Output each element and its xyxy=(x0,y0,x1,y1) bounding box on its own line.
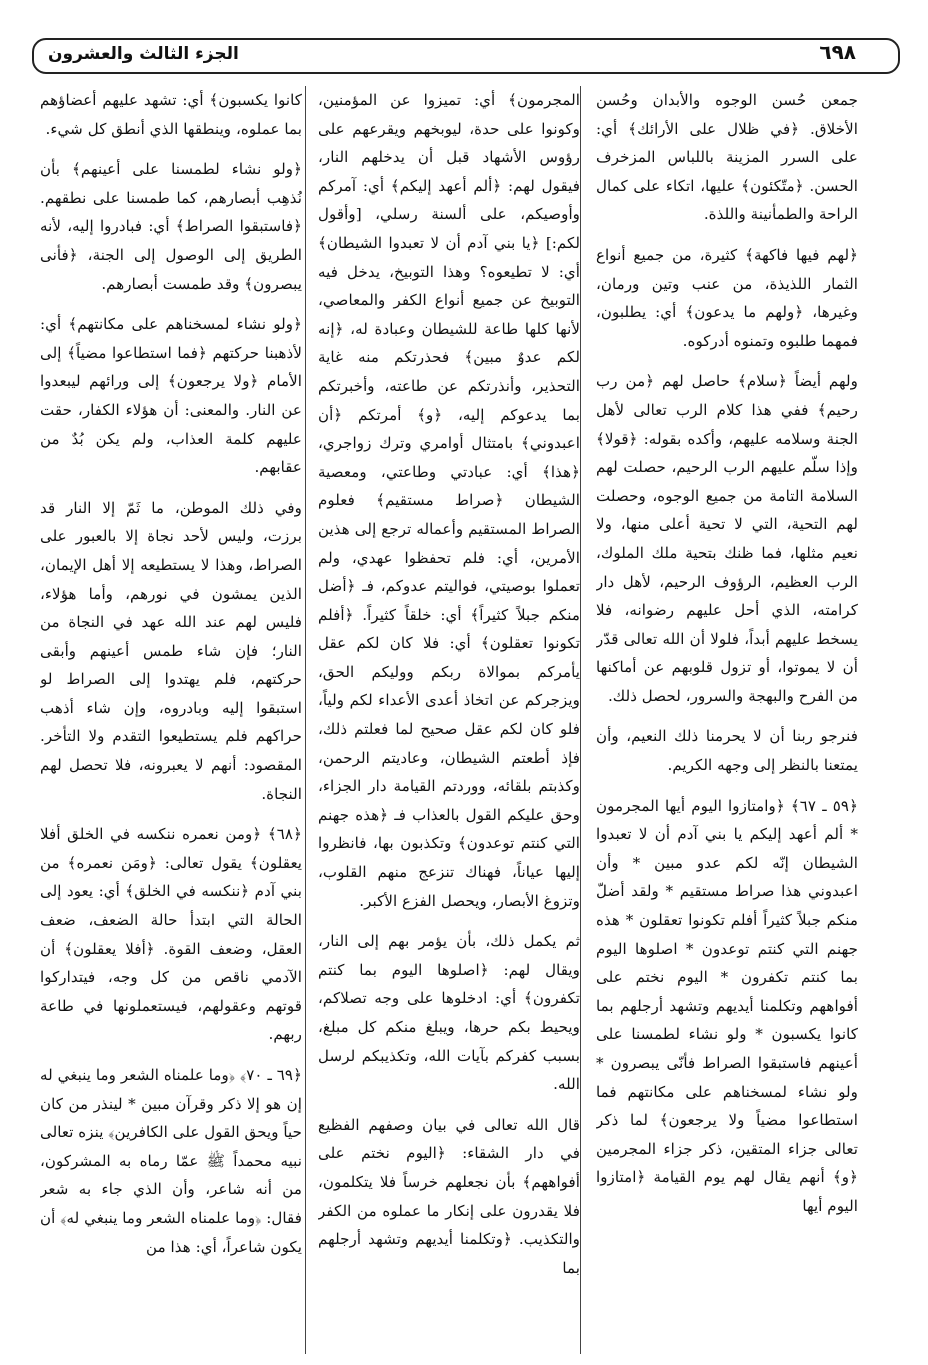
paragraph: جمعن حُسن الوجوه والأبدان وحُسن الأخلاق. ﴿في ظلال على الأرائك﴾ أي: على السرر المزينة باللباس المزخرف الحسن. ﴿متّكئون﴾ عليها، اتكاء على كمال الراحة والطمأنينة واللذة. xyxy=(596,91,858,224)
paragraph: ﴿ولو نشاء لطمسنا على أعينهم﴾ بأن نُذهِب أبصارهم، كما طمسنا على نطقهم. ﴿فاستبقوا الصراط﴾ أي: فبادروا إليه، لأنه الطريق إلى الوصول إلى الجنة، ﴿فأنى يبصرون﴾ وقد طمست أبصارهم. xyxy=(40,160,302,293)
paragraph: ﴿ولو نشاء لمسخناهم على مكانتهم﴾ أي: لأذهبنا حركتهم ﴿فما استطاعوا مضياً﴾ إلى الأمام ﴿ولا يرجعون﴾ إلى ورائهم ليبعدوا عن النار. والمعنى: أن هؤلاء الكفار، حقت عليهم كلمة العذاب، ولم يكن بُدٌ من عقابهم. xyxy=(40,315,302,477)
paragraph: كانوا يكسبون﴾ أي: تشهد عليهم أعضاؤهم بما عملوه، وينطقها الذي أنطق كل شيء. xyxy=(40,91,302,138)
paragraph: وفي ذلك الموطن، ما ثَمّ إلا النار قد برزت، وليس لأحد نجاة إلا بالعبور على الصراط، وهذا لا يستطيعه إلا أهل الإيمان، الذين يمشون في نورهم، وأما هؤلاء، فليس لهم عند الله عهد في النجاة من النار؛ فإن شاء طمس أعينهم وأبقى حركتهم، فلم يهتدوا إلى الصراط لو استبقوا إليه وبادروه، وإن شاء أذهب حراكهم فلم يستطيعوا التقدم ولا التأخر. المقصود: أنهم لا يعبرونه، فلا تحصل لهم النجاة. xyxy=(40,498,302,803)
text-column-right xyxy=(596,86,858,1358)
column-divider xyxy=(580,86,581,1354)
paragraph: ثم يكمل ذلك، بأن يؤمر بهم إلى النار، ويقال لهم: ﴿اصلوها اليوم بما كنتم تكفرون﴾ أي: ادخلوها على وجه تصلاكم، ويحيط بكم حرها، ويبلغ منكم كل مبلغ، بسبب كفركم بآيات الله، وتكذيبكم لرسل الله. xyxy=(318,932,580,1094)
paragraph: ﴿٥٩ ـ ٦٧﴾ ﴿وامتازوا اليوم أيها المجرمون * ألم أعهد إليكم يا بني آدم أن لا تعبدوا الشيطان إنّه لكم عدو مبين * وأن اعبدوني هذا صراط مستقيم * ولقد أضلّ منكم جبلاً كثيراً أفلم تكونوا تعقلون * هذه جهنم التي كنتم توعدون * اصلوها اليوم بما كنتم تكفرون * اليوم نختم على أفواههم وتكلمنا أيديهم وتشهد أرجلهم بما كانوا يكسبون * ولو نشاء لطمسنا على أعينهم فاستبقوا الصراط فأنّى يبصرون * ولو نشاء لمسخناهم على مكانتهم فما استطاعوا مضياً ولا يرجعون﴾ لما ذكر تعالى جزاء المتقين، ذكر جزاء المجرمين ﴿و﴾ أنهم يقال لهم يوم القيامة ﴿امتازوا اليوم أيها xyxy=(596,796,858,1215)
paragraph: ﴿٦٩ ـ ٧٠﴾ ﴿وما علمناه الشعر وما ينبغي له إن هو إلا ذكر وقرآن مبين * لينذر من كان حياً ويحق القول على الكافرين﴾ ينزه تعالى نبيه محمداً ﷺ عمّا رماه به المشركون، من أنه شاعر، وأن الذي جاء به شعر فقال: ﴿وما علمناه الشعر وما ينبغي له﴾ أن يكون شاعراً، أي: هذا من xyxy=(40,1066,302,1256)
paragraph: ولهم أيضاً ﴿سلام﴾ حاصل لهم ﴿من رب رحيم﴾ ففي هذا كلام الرب تعالى لأهل الجنة وسلامه عليهم، وأكده بقوله: ﴿قولا﴾ وإذا سلّم عليهم الرب الرحيم، حصلت لهم السلامة التامة من جميع الوجوه، وحصلت لهم التحية، التي لا تحية أعلى منها، ولا نعيم مثلها، فما ظنك بتحية ملك الملوك، الرب العظيم، الرؤوف الرحيم، لأهل دار كرامته، الذي أحل عليهم رضوانه، فلا يسخط عليهم أبداً، فلولا أن الله تعالى قدّر أن لا يموتوا، أو تزول قلوبهم عن أماكنها من الفرح والبهجة والسرور، لحصل ذلك. xyxy=(596,372,858,705)
paragraph: قال الله تعالى في بيان وصفهم الفظيع في دار الشقاء: ﴿اليوم نختم على أفواههم﴾ بأن نجعلهم خرساً فلا يتكلمون، فلا يقدرون على إنكار ما عملوه من الكفر والتكذيب. ﴿وتكلمنا أيديهم وتشهد أرجلهم بما xyxy=(318,1115,580,1277)
paragraph: فنرجو ربنا أن لا يحرمنا ذلك النعيم، وأن يمتعنا بالنظر إلى وجهه الكريم. xyxy=(596,727,858,775)
text-column-left xyxy=(40,86,302,1358)
paragraph: المجرمون﴾ أي: تميزوا عن المؤمنين، وكونوا على حدة، ليوبخهم ويقرعهم على رؤوس الأشهاد قبل أن يدخلهم النار، فيقول لهم: ﴿ألم أعهد إليكم﴾ أي: آمركم وأوصيكم، على ألسنة رسلي، [وأقول لكم:] ﴿يا بني آدم أن لا تعبدوا الشيطان﴾ أي: لا تطيعوه؟ وهذا التوبيخ، يدخل فيه التوبيخ عن جميع أنواع الكفر والمعاصي، لأنها كلها طاعة للشيطان وعبادة له، ﴿إنه لكم عدوٌ مبين﴾ فحذرتكم منه غاية التحذير، وأنذرتكم عن طاعته، وأخبرتكم بما يدعوكم إليه، ﴿و﴾ أمرتكم ﴿أن اعبدوني﴾ بامتثال أوامري وترك زواجري، ﴿هذا﴾ أي: عبادتي وطاعتي، ومعصية الشيطان ﴿صراط مستقيم﴾ فعلوم الصراط المستقيم وأعماله ترجع إلى هذين الأمرين، أي: فلم تحفظوا عهدي، ولم تعملوا بوصيتي، فواليتم عدوكم، فـ ﴿أضل منكم جبلاً كثيراً﴾ أي: خلقاً كثيراً. ﴿أفلم تكونوا تعقلون﴾ أي: فلا كان لكم عقل يأمركم بموالاة ربكم ووليكم الحق، ويزجركم عن اتخاذ أعدى الأعداء لكم ولياً، فلو كان لكم عقل صحيح لما فعلتم ذلك، فإذ أطعتم الشيطان، وعاديتم الرحمن، وكذبتم بلقائه، ووردتم القيامة دار الجزاء، وحق عليكم القول بالعذاب فـ ﴿هذه جهنم التي كنتم توعدون﴾ وتكذبون بها، فانظروا إليها عياناً، فهناك تنزعج منهم القلوب، وتزوغ الأبصار، ويحصل الفزع الأكبر. xyxy=(318,91,580,910)
text-column-middle xyxy=(318,86,580,1358)
paragraph: ﴿لهم فيها فاكهة﴾ كثيرة، من جميع أنواع الثمار اللذيذة، من عنب وتين ورمان، وغيرها، ﴿ولهم ما يدعون﴾ أي: يطلبون، فمهما طلبوه وتمنوه أدركوه. xyxy=(596,245,858,350)
paragraph: ﴿٦٨﴾ ﴿ومن نعمره ننكسه في الخلق أفلا يعقلون﴾ يقول تعالى: ﴿ومَن نعمره﴾ من بني آدم ﴿ننكسه في الخلق﴾ أي: يعود إلى الحالة التي ابتدأ حالة الضعف، ضعف العقل، وضعف القوة. ﴿أفلا يعقلون﴾ أن الآدمي ناقص من كل وجه، فيتداركوا قوتهم وعقولهم، فيستعملونها في طاعة ربهم. xyxy=(40,825,302,1044)
running-title: الجزء الثالث والعشرون xyxy=(48,44,239,64)
column-divider xyxy=(305,86,306,1354)
page-number: ٦٩٨ xyxy=(819,40,856,64)
